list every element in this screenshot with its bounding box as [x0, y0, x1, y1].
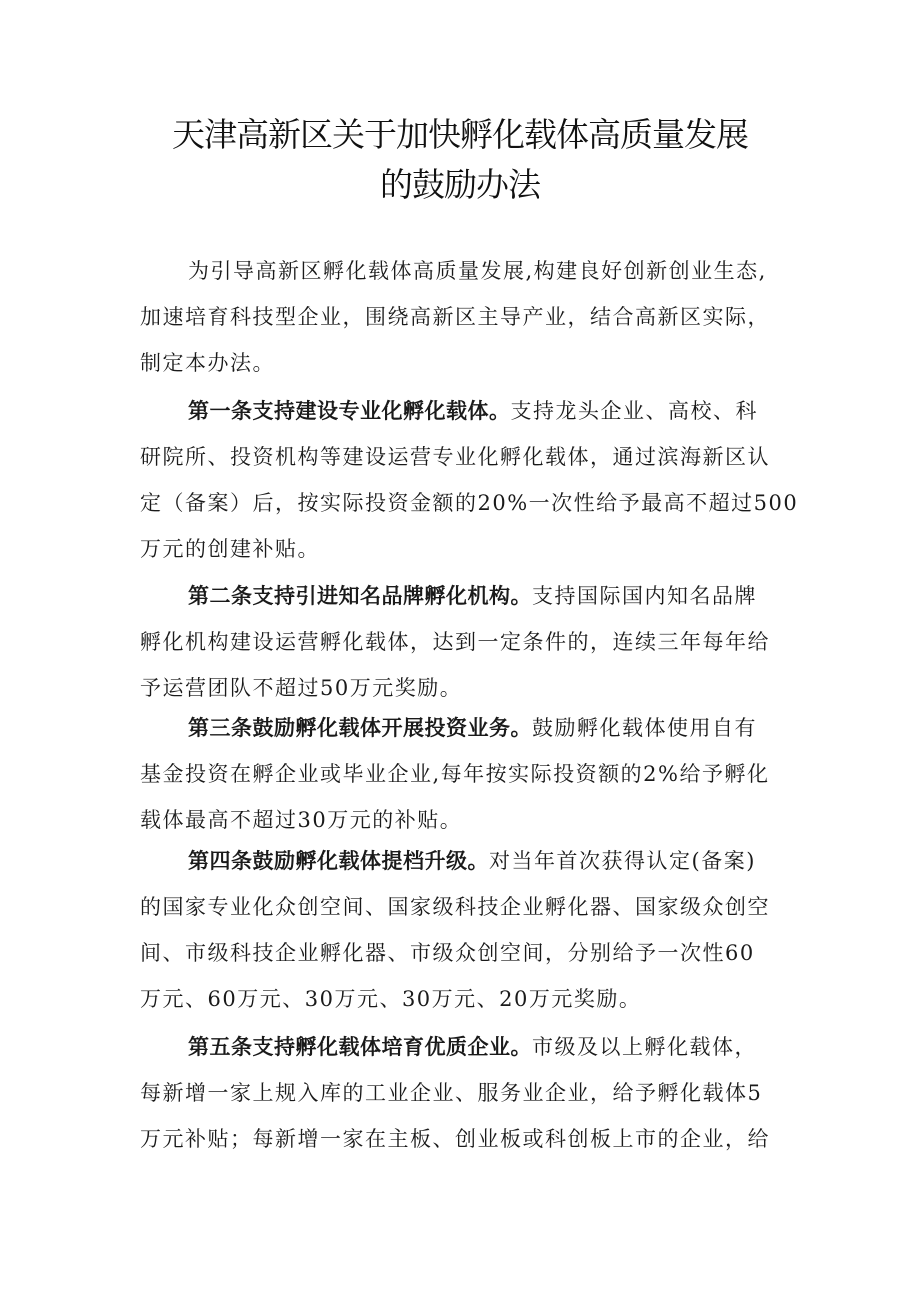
article-heading: 第五条支持孵化载体培育优质企业。 — [188, 1035, 532, 1059]
paragraph-line: 万元补贴；每新增一家在主板、创业板或科创板上市的企业，给 — [140, 1127, 770, 1151]
paragraph-line: 万元、60万元、30万元、30万元、20万元奖励。 — [140, 987, 642, 1011]
paragraph-line — [140, 573, 800, 619]
article-4 — [140, 838, 800, 1022]
paragraph-line — [140, 388, 800, 434]
paragraph-line: 定（备案）后，按实际投资金额的20%一次性给予最高不超过500 — [140, 491, 799, 515]
paragraph-line: 制定本办法。 — [140, 351, 275, 375]
article-2 — [140, 573, 800, 711]
article-text: 鼓励孵化载体使用自有 — [532, 716, 757, 740]
article-5 — [140, 1024, 800, 1162]
paragraph-line: 载体最高不超过30万元的补贴。 — [140, 808, 463, 832]
document-title-line-2: 的鼓励办法 — [380, 165, 540, 204]
paragraph-line: 予运营团队不超过50万元奖励。 — [140, 676, 463, 700]
paragraph-line — [140, 705, 800, 751]
intro-paragraph — [140, 248, 800, 386]
article-text: 支持国际国内知名品牌 — [532, 584, 757, 608]
paragraph-line: 万元的创建补贴。 — [140, 537, 320, 561]
article-text: 市级及以上孵化载体， — [532, 1035, 757, 1059]
article-heading: 第三条鼓励孵化载体开展投资业务。 — [188, 716, 532, 740]
paragraph-line: 加速培育科技型企业，围绕高新区主导产业，结合高新区实际， — [140, 305, 770, 329]
article-text: 对当年首次获得认定(备案) — [489, 849, 756, 873]
paragraph-line: 每新增一家上规入库的工业企业、服务业企业，给予孵化载体5 — [140, 1081, 763, 1105]
article-heading: 第一条支持建设专业化孵化载体。 — [188, 399, 511, 423]
article-3 — [140, 705, 800, 843]
paragraph-line — [140, 1024, 800, 1070]
paragraph-line: 孵化机构建设运营孵化载体，达到一定条件的，连续三年每年给 — [140, 630, 770, 654]
article-heading: 第二条支持引进知名品牌孵化机构。 — [188, 584, 532, 608]
paragraph-line: 研院所、投资机构等建设运营专业化孵化载体，通过滨海新区认 — [140, 445, 770, 469]
article-text: 支持龙头企业、高校、科 — [510, 399, 758, 423]
paragraph-line: 为引导高新区孵化载体高质量发展,构建良好创新创业生态, — [188, 259, 767, 283]
paragraph-line: 的国家专业化众创空间、国家级科技企业孵化器、国家级众创空 — [140, 895, 770, 919]
paragraph-line: 基金投资在孵企业或毕业企业,每年按实际投资额的2%给予孵化 — [140, 762, 770, 786]
document-title-line-1: 天津高新区关于加快孵化载体高质量发展 — [172, 115, 748, 154]
paragraph-line — [140, 838, 800, 884]
article-1 — [140, 388, 800, 572]
article-heading: 第四条鼓励孵化载体提档升级。 — [188, 849, 489, 873]
paragraph-line: 间、市级科技企业孵化器、市级众创空间，分别给予一次性60 — [140, 941, 755, 965]
